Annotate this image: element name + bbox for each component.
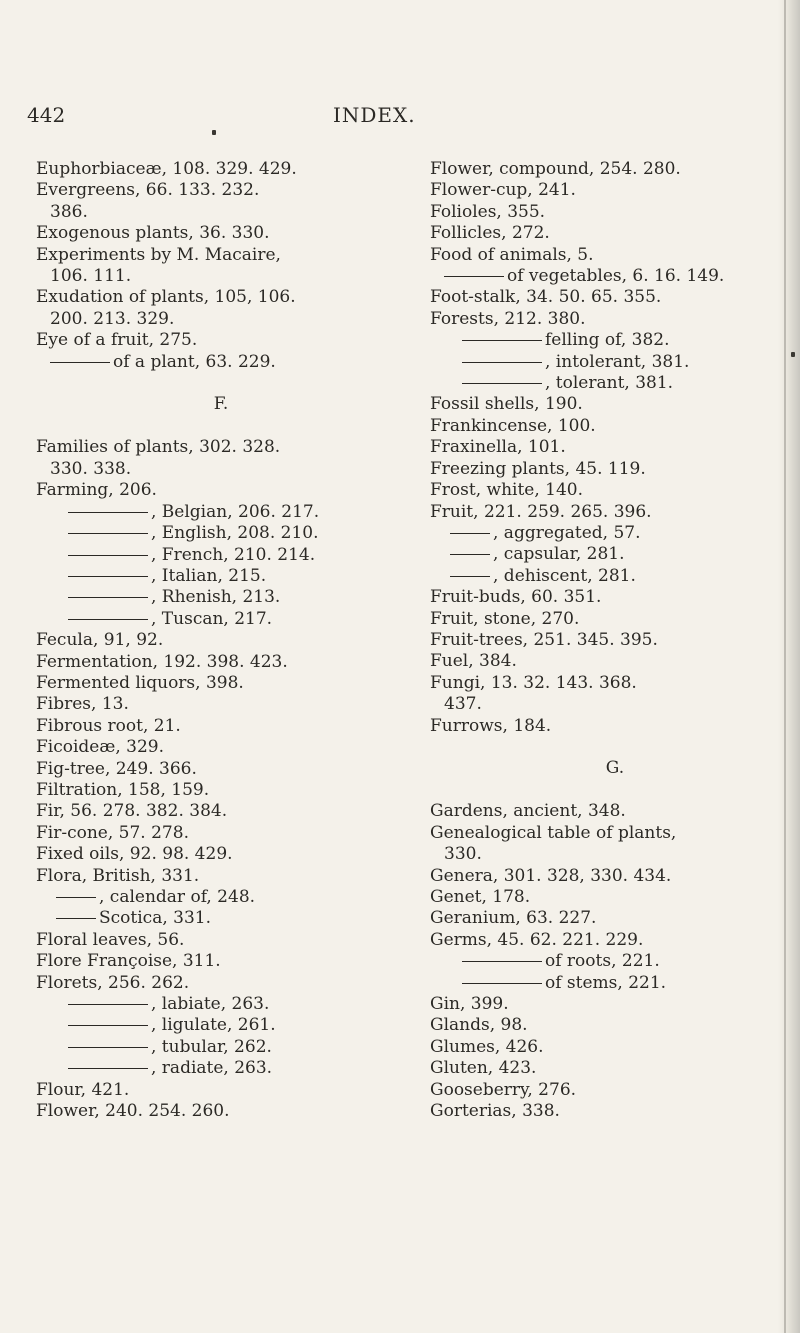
- index-subentry: [36, 502, 406, 523]
- ditto-dash: [68, 1025, 148, 1026]
- index-subentry: [36, 908, 406, 929]
- ditto-dash: [68, 1004, 148, 1005]
- ditto-dash: [462, 983, 542, 984]
- index-entry: Germs, 45. 62. 221. 229.: [430, 929, 644, 950]
- index-subentry-text: , ligulate, 261.: [151, 1015, 276, 1036]
- index-entry: Exudation of plants, 105, 106.: [36, 287, 296, 308]
- index-entry: Flora, British, 331.: [36, 865, 200, 886]
- index-entry: Follicles, 272.: [430, 223, 550, 244]
- index-subentry: [36, 1015, 406, 1036]
- index-subentry-text: , tolerant, 381.: [545, 373, 674, 394]
- index-entry: Frost, white, 140.: [430, 480, 584, 501]
- ditto-dash: [68, 597, 148, 598]
- index-entry: Gooseberry, 276.: [430, 1079, 577, 1100]
- ditto-dash: [68, 555, 148, 556]
- index-entry: Fungi, 13. 32. 143. 368.: [430, 672, 637, 693]
- index-subentry: [36, 352, 406, 373]
- index-subentry: [36, 587, 406, 608]
- ditto-dash: [68, 512, 148, 513]
- index-entry: Frankincense, 100.: [430, 415, 596, 436]
- index-entry: Folioles, 355.: [430, 201, 546, 222]
- index-entry: Gardens, ancient, 348.: [430, 801, 626, 822]
- index-subentry: [430, 352, 800, 373]
- ditto-dash: [450, 533, 490, 534]
- index-entry: Fruit, stone, 270.: [430, 608, 580, 629]
- index-entry: Eye of a fruit, 275.: [36, 330, 198, 351]
- index-subentry: [430, 330, 800, 351]
- index-subentry: [430, 373, 800, 394]
- index-entry: Freezing plants, 45. 119.: [430, 458, 646, 479]
- ditto-dash: [444, 276, 504, 277]
- index-subentry: [36, 545, 406, 566]
- index-subentry-text: , Belgian, 206. 217.: [151, 501, 320, 522]
- ditto-dash: [68, 1068, 148, 1069]
- index-subentry-text: , dehiscent, 281.: [493, 565, 636, 586]
- index-subentry-text: of roots, 221.: [545, 951, 660, 972]
- index-entry: Genet, 178.: [430, 887, 531, 907]
- ditto-dash: [68, 1047, 148, 1048]
- index-entry-continuation: 200. 213. 329.: [50, 308, 175, 329]
- index-subentry-text: , English, 208. 210.: [151, 523, 319, 544]
- index-subentry: [430, 266, 800, 287]
- index-subentry-text: felling of, 382.: [545, 330, 670, 351]
- index-entry: Flore Françoise, 311.: [36, 951, 221, 972]
- index-entry: Fruit, 221. 259. 265. 396.: [430, 501, 652, 522]
- index-entry: Foot-stalk, 34. 50. 65. 355.: [430, 287, 662, 308]
- index-subentry: [36, 994, 406, 1015]
- index-entry: Fruit-trees, 251. 345. 395.: [430, 629, 658, 650]
- running-head: INDEX.: [333, 103, 416, 127]
- index-entry: Forests, 212. 380.: [430, 308, 586, 329]
- index-entry: Furrows, 184.: [430, 715, 552, 736]
- index-subentry: [36, 887, 406, 908]
- section-letter-f: F.: [213, 394, 229, 415]
- index-entry: Flower, 240. 254. 260.: [36, 1101, 230, 1122]
- ditto-dash: [68, 576, 148, 577]
- index-subentry: [430, 544, 800, 565]
- index-entry: Fecula, 91, 92.: [36, 630, 164, 651]
- page-number: 442: [27, 103, 66, 127]
- page-header: [0, 103, 800, 133]
- index-entry: Fruit-buds, 60. 351.: [430, 587, 602, 608]
- index-subentry-text: , French, 210. 214.: [151, 544, 316, 565]
- section-letter-g: G.: [605, 757, 625, 778]
- index-subentry-text: , capsular, 281.: [493, 544, 625, 565]
- index-entry: Fir-cone, 57. 278.: [36, 822, 189, 843]
- index-entry: Farming, 206.: [36, 480, 157, 501]
- index-entry: Fraxinella, 101.: [430, 437, 566, 458]
- index-entry: Glumes, 426.: [430, 1036, 544, 1057]
- index-subentry-text: of stems, 221.: [545, 972, 667, 993]
- ditto-dash: [462, 340, 542, 341]
- ditto-dash: [462, 961, 542, 962]
- index-entry: Experiments by M. Macaire,: [36, 244, 281, 265]
- index-column-right: [430, 159, 800, 1122]
- ditto-dash: [56, 918, 96, 919]
- index-subentry-text: , intolerant, 381.: [545, 351, 690, 372]
- index-entry-continuation: 330. 338.: [50, 458, 132, 479]
- index-entry-continuation: 106. 111.: [50, 266, 132, 287]
- index-entry: Fig-tree, 249. 366.: [36, 758, 197, 779]
- index-entry: Euphorbiaceæ, 108. 329. 429.: [36, 159, 297, 179]
- index-subentry-text: , labiate, 263.: [151, 994, 270, 1015]
- index-entry: Glands, 98.: [430, 1015, 528, 1036]
- index-subentry-text: , Italian, 215.: [151, 565, 267, 586]
- index-subentry-text: , Tuscan, 217.: [151, 608, 273, 629]
- ditto-dash: [450, 554, 490, 555]
- index-subentry: [430, 523, 800, 544]
- index-subentry-text: Scotica, 331.: [99, 908, 211, 929]
- index-entry: Fossil shells, 190.: [430, 394, 583, 415]
- index-entry: Filtration, 158, 159.: [36, 779, 210, 800]
- index-subentry-text: , radiate, 263.: [151, 1058, 273, 1079]
- ditto-dash: [56, 897, 96, 898]
- index-subentry-text: , tubular, 262.: [151, 1036, 272, 1057]
- index-subentry: [36, 609, 406, 630]
- index-subentry-text: , calendar of, 248.: [99, 887, 256, 907]
- index-subentry: [430, 566, 800, 587]
- index-subentry: [36, 1058, 406, 1079]
- ditto-dash: [50, 362, 110, 363]
- index-entry: Flour, 421.: [36, 1079, 130, 1100]
- index-entry-continuation: 330.: [444, 844, 482, 865]
- index-subentry-text: of vegetables, 6. 16. 149.: [507, 266, 725, 287]
- index-entry: Gin, 399.: [430, 994, 509, 1015]
- index-subentry: [36, 523, 406, 544]
- ditto-dash: [68, 619, 148, 620]
- index-entry: Flower-cup, 241.: [430, 180, 576, 201]
- index-entry: Genealogical table of plants,: [430, 822, 677, 843]
- index-entry: Families of plants, 302. 328.: [36, 437, 281, 458]
- index-subentry: [36, 1037, 406, 1058]
- index-subentry-text: , aggregated, 57.: [493, 522, 641, 543]
- ditto-dash: [68, 533, 148, 534]
- index-entry: Florets, 256. 262.: [36, 972, 190, 993]
- index-entry: Fermented liquors, 398.: [36, 672, 244, 693]
- index-entry: Food of animals, 5.: [430, 244, 594, 265]
- index-entry: Geranium, 63. 227.: [430, 908, 597, 929]
- index-entry: Flower, compound, 254. 280.: [430, 159, 681, 179]
- index-entry: Fibrous root, 21.: [36, 715, 181, 736]
- index-entry: Gluten, 423.: [430, 1058, 537, 1079]
- index-entry: Fixed oils, 92. 98. 429.: [36, 844, 233, 865]
- index-entry: Genera, 301. 328, 330. 434.: [430, 865, 672, 886]
- index-entry: Fuel, 384.: [430, 651, 517, 672]
- index-subentry: [430, 951, 800, 972]
- index-subentry: [36, 566, 406, 587]
- index-entry: Fermentation, 192. 398. 423.: [36, 651, 288, 672]
- ditto-dash: [450, 576, 490, 577]
- index-subentry: [430, 973, 800, 994]
- index-entry: Floral leaves, 56.: [36, 929, 185, 950]
- index-subentry-text: , Rhenish, 213.: [151, 587, 281, 608]
- ditto-dash: [462, 383, 542, 384]
- index-entry: Fibres, 13.: [36, 694, 129, 715]
- index-subentry-text: of a plant, 63. 229.: [113, 351, 276, 372]
- index-entry: Fir, 56. 278. 382. 384.: [36, 801, 228, 822]
- ditto-dash: [462, 362, 542, 363]
- index-entry: Evergreens, 66. 133. 232.: [36, 180, 260, 201]
- index-column-left: [36, 159, 406, 1122]
- index-entry-continuation: 386.: [50, 201, 88, 222]
- index-entry: Ficoideæ, 329.: [36, 737, 165, 758]
- index-entry-continuation: 437.: [444, 694, 482, 715]
- index-entry: Gorterias, 338.: [430, 1101, 560, 1122]
- index-entry: Exogenous plants, 36. 330.: [36, 223, 270, 244]
